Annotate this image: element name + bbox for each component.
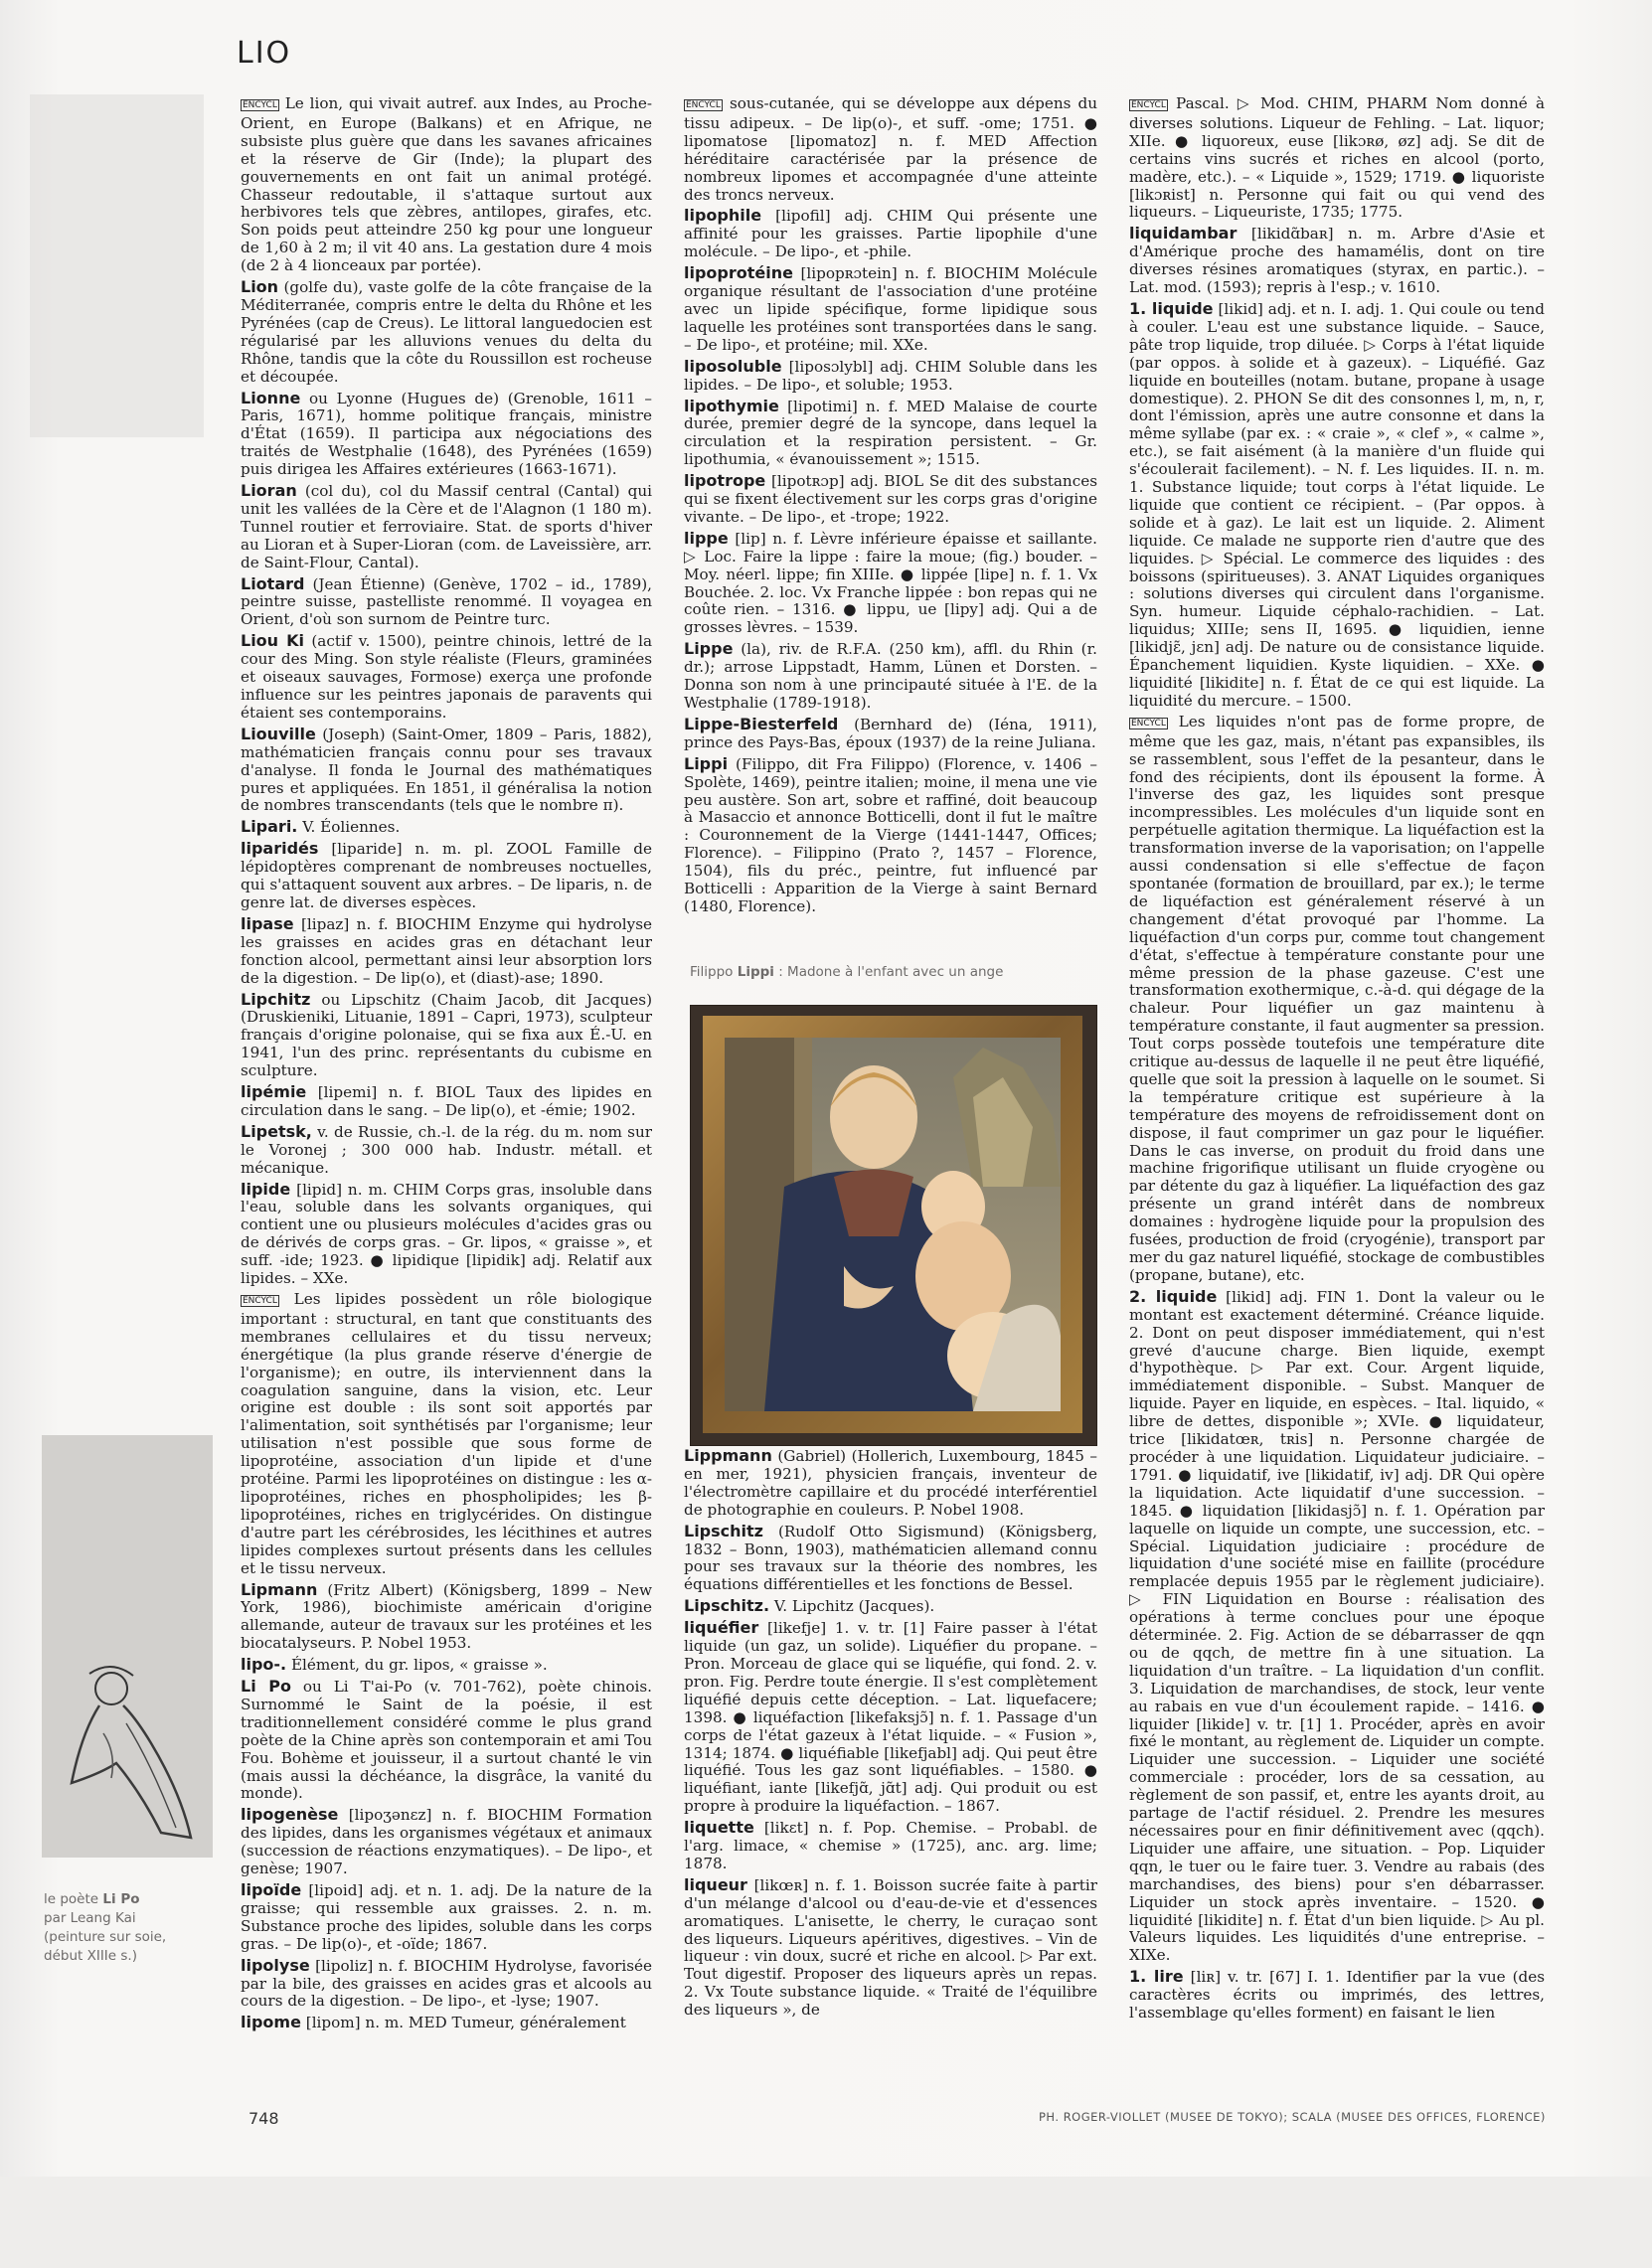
entry-text: (la), riv. de R.F.A. (250 km), affl. du Rhin (r. dr.); arrose Lippstadt, Hamm, Lünen et Dorsten. – Donna son nom à une principauté située à l'E. de la Westphalie (1789-1918). — [684, 640, 1097, 712]
entry-headword: Lipschitz — [684, 1521, 763, 1540]
entry-headword: lippe — [684, 528, 729, 548]
entry-headword: Li Po — [241, 1677, 292, 1697]
entry-text: V. Lipchitz (Jacques). — [773, 1597, 935, 1616]
entry-headword: Lippmann — [684, 1447, 772, 1465]
entry-text: (Joseph) (Saint-Omer, 1809 – Paris, 1882), mathématicien français connu pour ses travaux d'analyse. Il fonda le Journal des mathématiques pures et appliquées. En 1851, il généralisa la notion de nombres transcendants (tels que le nombre π). — [241, 725, 652, 815]
entry-headword: lipolyse — [241, 1955, 310, 1975]
entry-headword: liposoluble — [684, 356, 782, 376]
encyclopedia-mark-icon: ENCYCL — [686, 100, 721, 110]
entry-text: [lipom] n. m. MED Tumeur, généralement — [305, 2014, 626, 2032]
dictionary-entry — [241, 575, 652, 630]
entry-text: ou Lipschitz (Chaim Jacob, dit Jacques) (Druskieniki, Lituanie, 1891 – Capri, 1973), sculpteur français d'origine polonaise, qui se fixa aux É.-U. en 1941, l'un des princ. représentants du cubisme en sculpture. — [241, 990, 652, 1080]
column-2-bottom — [684, 1447, 1097, 2101]
show-through-image — [30, 94, 204, 437]
dictionary-entry — [241, 726, 652, 816]
entry-text: [likid] adj. et n. I. adj. 1. Qui coule ou tend à couler. L'eau est une substance liquide. – Sauce, pâte trop liquide, trop diluée. ▷ Corps à l'état liquide (par oppos. à solide et à gazeux). – Liquéfié. Gaz liquide en bouteilles (notam. butane, propane à usage domestique). 2. PHON Se dit des consonnes l, m, n, r, dont l'émission, après une autre consonne et dans la même syllabe (par ex. : « craie », « clef », « calme », etc.), se fait aisément (à la manière d'un fluide qui s'écoulerait facilement). – N. f. Les liquides. II. n. m. 1. Substance liquide; tout corps à l'état liquide. Le liquide que contient ce récipient. – (Par oppos. à solide et à gaz). Le lait est un liquide. 2. Aliment liquide. Ce malade ne supporte rien d'autre que des liquides. ▷ Spécial. Le commerce des liquides : des boissons (spiritueuses). 3. ANAT Liquides organiques : solutions diverses qui circulent dans l'organisme. Syn. humeur. Liquide céphalo-rachidien. – Lat. liquidus; XIIIe; sens II, 1695. ● liquidien, ienne [likidjɛ̃, jɛn] adj. De nature ou de consistance liquide. Épanchement liquidien. Kyste liquidien. – XXe. ● liquidité [likidite] n. f. État de ce qui est liquide. La liquidité du mercure. – 1500. — [1129, 299, 1545, 710]
entry-text: [lipotʀɔp] adj. BIOL Se dit des substances qui se fixent électivement sur les corps gras d'origine vivante. – De lipo-, et -trope; 1922. — [684, 472, 1097, 526]
entry-text: Élément, du gr. lipos, « graisse ». — [290, 1656, 548, 1675]
entry-text: [lipotimi] n. f. MED Malaise de courte durée, premier degré de la syncope, dans lequel la circulation et la respiration persistent. – Gr. lipothumia, « évanouissement »; 1515. — [684, 397, 1097, 469]
entry-text: [likid] adj. FIN 1. Dont la valeur ou le montant est exactement déterminé. Créance liquide. 2. Dont on peut disposer immédiatement, qui n'est grevé d'aucune charge. Bien liquide, exempt d'hypothèque. ▷ Par ext. Cour. Argent liquide, immédiatement disponible. – Subst. Manquer de liquide. Payer en liquide, en espèces. – Ital. liquido, « libre de dettes, disponible »; XVIe. ● liquidateur, trice [likidatœʀ, tʀis] n. Personne chargée de procéder à une liquidation. Liquidateur judiciaire. – 1791. ● liquidatif, ive [likidatif, iv] adj. DR Qui opère la liquidation. Acte liquidatif d'une succession. – 1845. ● liquidation [likidasjɔ̃] n. f. 1. Opération par laquelle on liquide un compte, une succession, etc. – Spécial. Liquidation judiciaire : procédure de liquidation d'une société mise en faillite (procédure remplacée depuis 1955 par le règlement judiciaire). ▷ FIN Liquidation en Bourse : réalisation des opérations à terme conclues pour une époque déterminée. 2. Fig. Action de se débarrasser de qqn ou de qqch, de mettre fin à une situation. La liquidation d'un traître. – La liquidation d'un conflit. 3. Liquidation de marchandises, de stock, leur vente au rabais en vue d'un écoulement rapide. – 1416. ● liquider [likide] v. tr. [1] 1. Procéder, après en avoir fixé le montant, au règlement de. Liquider un compte. Liquider une succession. – Liquider une société commerciale : procéder, lors de sa cessation, au règlement de son passif, et, entre les ayants droit, au partage de l'actif résiduel. 2. Prendre les mesures nécessaires pour en finir définitivement avec (qqch). Liquider une affaire, une situation. – Pop. Liquider qqn, le tuer ou le faire tuer. 3. Vendre au rabais (des marchandises, des biens) pour s'en débarrasser. Liquider un stock après inventaire. – 1520. ● liquidité [likidite] n. f. État d'un bien liquide. ▷ Au pl. Valeurs liquides. Les liquidités d'une entreprise. – XIXe. — [1129, 1287, 1545, 1965]
entry-text: v. de Russie, ch.-l. de la rég. du m. nom sur le Voronej ; 300 000 hab. Industr. métall. et mécanique. — [241, 1122, 652, 1177]
entry-headword: Lipschitz. — [684, 1596, 770, 1616]
entry-text: [lip] n. f. Lèvre inférieure épaisse et saillante. ▷ Loc. Faire la lippe : faire la moue; (fig.) bouder. – Moy. néerl. lippe; fin XIIIe. ● lippée [lipe] n. f. 1. Vx Bouchée. 2. loc. Vx Franche lippée : bon repas qui ne coûte rien. – 1316. ● lippu, ue [lipy] adj. Qui a de grosses lèvres. – 1539. — [684, 529, 1097, 637]
dictionary-entry — [1129, 714, 1545, 1285]
dictionary-entry — [241, 1678, 652, 1803]
entry-headword: Lipchitz — [241, 989, 311, 1009]
entry-text: [lipid] n. m. CHIM Corps gras, insoluble dans l'eau, soluble dans les solvants organiques, qui contient une ou plusieurs molécules d'acides gras ou de dérivés de corps gras. – Gr. lipos, « graisse », et suff. -ide; 1923. ● lipidique [lipidik] adj. Relatif aux lipides. – XXe. — [241, 1180, 652, 1288]
entry-headword: liparidés — [241, 839, 319, 859]
entry-text: [liposɔlybl] adj. CHIM Soluble dans les lipides. – De lipo-, et soluble; 1953. — [684, 357, 1097, 394]
entry-text: (actif v. 1500), peintre chinois, lettré de la cour des Ming. Son style réaliste (Fleurs, graminées et oiseaux sauvages, Formose) exerça une profonde influence sur les peintres japonais de paravents qui étaient ses contemporains. — [241, 632, 652, 722]
column-1 — [241, 95, 652, 2083]
entry-text: [lipoliz] n. f. BIOCHIM Hydrolyse, favorisée par la bile, des graisses en acides gras et alcools au cours de la digestion. – De lipo-, et -lyse; 1907. — [241, 1956, 652, 2011]
dictionary-entry — [684, 640, 1097, 713]
dictionary-entry — [241, 818, 652, 837]
column-2-top — [684, 95, 1097, 970]
dictionary-entry — [241, 278, 652, 386]
encyclopedia-mark-icon: ENCYCL — [1131, 100, 1166, 110]
entry-text: [liparide] n. m. pl. ZOOL Famille de lépidoptères comprenant de nombreuses noctuelles, qui s'attaquent souvent aux arbres. – De liparis, n. de genre lat. de diverses espèces. — [241, 840, 652, 911]
li-po-caption-line3: (peinture sur soie, — [44, 1929, 167, 1945]
entry-headword: Liou Ki — [241, 631, 305, 651]
entry-headword: Lioran — [241, 481, 297, 501]
entry-text: [lipoid] adj. et n. 1. adj. De la nature de la graisse; qui ressemble aux graisses. 2. n. m. Substance proche des lipides, soluble dans les corps gras. – De lip(o)-, et -oïde; 1867. — [241, 1881, 652, 1953]
entry-text: sous-cutanée, qui se développe aux dépens du tissu adipeux. – De lip(o)-, et suff. -ome; 1751. ● lipomatose [lipomatoz] n. f. MED Affection héréditaire caractérisée par la présence de nombreux lipomes et accompagnée d'une atteinte des troncs nerveux. — [684, 95, 1097, 204]
entry-headword: lipophile — [684, 206, 762, 226]
li-po-caption — [44, 1890, 166, 1966]
dictionary-entry — [241, 1806, 652, 1878]
lippi-caption — [690, 964, 1003, 980]
painting-canvas — [725, 1038, 1061, 1411]
li-po-caption-line2: par Leang Kai — [44, 1910, 136, 1926]
entry-text: [lipoʒənɛz] n. f. BIOCHIM Formation des lipides, dans les organismes végétaux et animaux (succession de réactions enzymatiques). – De lipo-, et genèse; 1907. — [241, 1806, 652, 1878]
entry-text: (Fritz Albert) (Königsberg, 1899 – New York, 1986), biochimiste américain d'origine allemande, auteur de travaux sur les protéines et les biocatalyseurs. P. Nobel 1953. — [241, 1580, 652, 1653]
entry-text: Les liquides n'ont pas de forme propre, de même que les gaz, mais, n'étant pas expansibles, ils se rassemblent, sous l'effet de la pesanteur, dans le fond des récipients, dont ils épousent la forme. À l'inverse des gaz, les liquides sont presque incompressibles. Les molécules d'un liquide sont en perpétuelle agitation thermique. La liquéfaction est la transformation inverse de la vaporisation; on l'appelle aussi condensation si elle s'effectue de façon spontanée (formation de brouillard, par ex.); le terme de liquéfaction est généralement réservé à un changement d'état provoqué par l'homme. La liquéfaction d'un corps pur, comme tout changement d'état, s'effectue à température constante pour une même pression de la phase gazeuse. C'est une transformation exothermique, c.-à-d. qui dégage de la chaleur. Pour liquéfier un gaz maintenu à température constante, il faut augmenter sa pression. Tout corps possède toutefois une température dite critique au-dessus de laquelle il ne peut être liquéfié, quelle que soit la pression à laquelle on le soumet. Si la température critique est supérieure à la température des moyens de refroidissement dont on dispose, il faut comprimer un gaz pour le liquéfier. Dans le cas inverse, on produit du froid dans une machine frigorifique utilisant un fluide cryogène ou par détente du gaz à liquéfier. La liquéfaction des gaz présente un grand intérêt dans de nombreux domaines : hydrogène liquide pour la propulsion des fusées, production de froid (cryogénie), transport par mer du gaz naturel liquéfié, stockage de combustibles (propane, butane), etc. — [1129, 712, 1545, 1284]
dictionary-entry — [241, 915, 652, 988]
entry-headword: Lipetsk, — [241, 1121, 312, 1141]
dictionary-entry — [684, 530, 1097, 637]
entry-text: (Rudolf Otto Sigismund) (Königsberg, 1832 – Bonn, 1903), mathématicien allemand connu pour ses travaux sur la théorie des nombres, les équations différentielles et les fonctions de Bessel. — [684, 1522, 1097, 1594]
dictionary-entry — [241, 2014, 652, 2032]
entry-headword: lipoprotéine — [684, 263, 793, 283]
dictionary-entry — [241, 1083, 652, 1120]
entry-headword: lipide — [241, 1179, 291, 1199]
photo-credits: PH. ROGER-VIOLLET (MUSEE DE TOKYO); SCALA (MUSEE DES OFFICES, FLORENCE) — [1039, 2110, 1546, 2124]
entry-headword: lipotrope — [684, 471, 766, 491]
dictionary-entry — [241, 1291, 652, 1578]
entry-text: (Bernhard de) (Iéna, 1911), prince des Pays-Bas, époux (1937) de la reine Juliana. — [684, 715, 1097, 751]
lippi-caption-prefix: Filippo — [690, 964, 734, 980]
entry-text: [lipemi] n. f. BIOL Taux des lipides en circulation dans le sang. – De lip(o), et -émie; 1902. — [241, 1083, 652, 1119]
entry-text: (Gabriel) (Hollerich, Luxembourg, 1845 – en mer, 1921), physicien français, inventeur de l'électromètre capillaire et du procédé interférentiel de photographie en couleurs. P. Nobel 1908. — [684, 1447, 1097, 1519]
entry-text: ou Lyonne (Hugues de) (Grenoble, 1611 – Paris, 1671), homme politique français, ministre d'État (1659). Il participa aux négociations des traités de Westphalie (1648), des Pyrénées (1659) puis dirigea les Affaires extérieures (1663-1671). — [241, 389, 652, 479]
entry-headword: liquéfier — [684, 1618, 759, 1638]
dictionary-entry — [1129, 1288, 1545, 1965]
entry-text: (Filippo, dit Fra Filippo) (Florence, v. 1406 – Spolète, 1469), peintre italien; moine, il mena une vie peu austère. Son art, sobre et raffiné, doit beaucoup à Masaccio et annonce Botticelli, dont il fut le maître : Couronnement de la Vierge (1441-1447, Offices; Florence). – Filippino (Prato ?, 1457 – Florence, 1504), fils du préc., peintre, fut influencé par Botticelli : Apparition de la Vierge à saint Bernard (1480, Florence). — [684, 754, 1097, 915]
entry-text: [lipofil] adj. CHIM Qui présente une affinité pour les graisses. Partie lipophile d'une molécule. – De lipo-, et -phile. — [684, 207, 1097, 261]
dictionary-entry — [684, 1523, 1097, 1595]
li-po-scroll-painting — [42, 1435, 213, 1858]
li-po-figure — [42, 1435, 213, 1858]
entry-headword: Lipmann — [241, 1579, 318, 1599]
dictionary-entry — [1129, 225, 1545, 297]
entry-headword: Liouville — [241, 724, 316, 743]
entry-headword: Liotard — [241, 573, 305, 593]
entry-text: Le lion, qui vivait autref. aux Indes, au Proche-Orient, en Europe (Balkans) et en Afrique, ne subsiste plus guère que dans les savanes africaines et la réserve de Gir (Inde); la plupart des gouvernements en ont fait un animal protégé. Chasseur redoutable, il s'attaque surtout aux herbivores tels que zèbres, antilopes, girafes, etc. Son poids peut atteindre 250 kg pour une longueur de 1,60 à 2 m; il vit 40 ans. La gestation dure 4 mois (de 2 à 4 lionceaux par portée). — [241, 95, 652, 275]
dictionary-entry — [684, 755, 1097, 916]
li-po-caption-line1 — [44, 1890, 166, 1909]
entry-text: [lipopʀɔtein] n. f. BIOCHIM Molécule organique résultant de l'association d'une protéine avec un lipide spécifique, forme lipidique sous laquelle les protéines sont transportées dans le sang. – De lipo-, et protéine; mil. XXe. — [684, 264, 1097, 354]
page-number: 748 — [248, 2109, 279, 2128]
lippi-caption-rest: : Madone à l'enfant avec un ange — [778, 964, 1004, 980]
entry-headword: 1. lire — [1129, 1967, 1184, 1987]
li-po-caption-line4: début XIIIe s.) — [44, 1948, 137, 1964]
entry-headword: 1. liquide — [1129, 298, 1214, 318]
li-po-caption-name: Li Po — [102, 1891, 140, 1907]
dictionary-entry — [684, 1597, 1097, 1616]
entry-headword: liquidambar — [1129, 224, 1238, 243]
entry-headword: Lippe-Biesterfeld — [684, 714, 839, 733]
dictionary-entry — [684, 1447, 1097, 1520]
dictionary-entry — [684, 358, 1097, 395]
entry-text: [lipaz] n. f. BIOCHIM Enzyme qui hydrolyse les graisses en acides gras en détachant leur fonction alcool, permettant ainsi leur absorption lors de la digestion. – De lip(o), et (diast)-ase; 1890. — [241, 914, 652, 987]
entry-text: [liʀ] v. tr. [67] I. 1. Identifier par la vue (des caractères écrits ou imprimés, des lettres, l'assemblage qu'elles forment) en faisant le lien — [1129, 1968, 1545, 2023]
encyclopedia-mark-icon: ENCYCL — [243, 100, 277, 110]
encyclopedia-mark-icon: ENCYCL — [243, 1296, 277, 1306]
dictionary-entry — [241, 95, 652, 275]
entry-headword: lipome — [241, 2013, 301, 2032]
li-po-caption-prefix: le poète — [44, 1891, 99, 1907]
dictionary-entry — [241, 482, 652, 572]
entry-text: (Jean Étienne) (Genève, 1702 – id., 1789), peintre suisse, pastelliste renommé. Il voyagea en Orient, d'où son surnom de Peintre turc. — [241, 574, 652, 629]
entry-text: (col du), col du Massif central (Cantal) qui unit les vallées de la Cère et de l'Alagnon (1 180 m). Tunnel routier et ferroviaire. Stat. de sports d'hiver au Lioran et à Super-Lioran (com. de Laveissière, arr. de Saint-Flour, Cantal). — [241, 482, 652, 571]
dictionary-entry — [684, 716, 1097, 752]
dictionary-entry — [684, 95, 1097, 204]
page-bottom-edge — [0, 2177, 1652, 2268]
lippi-caption-name: Lippi — [737, 964, 774, 980]
dictionary-entry — [241, 390, 652, 480]
dictionary-entry — [1129, 1968, 1545, 2023]
dictionary-entry — [241, 1181, 652, 1288]
madonna-illustration — [725, 1038, 1061, 1411]
dictionary-entry — [241, 1581, 652, 1654]
entry-text: [likɛt] n. f. Pop. Chemise. – Probabl. de l'arg. limace, « chemise » (1725), anc. arg. lime; 1878. — [684, 1819, 1097, 1872]
dictionary-entry — [241, 840, 652, 912]
dictionary-entry — [684, 1876, 1097, 2020]
entry-headword: lipogenèse — [241, 1805, 339, 1825]
entry-headword: lipothymie — [684, 396, 779, 415]
dictionary-entry — [241, 1957, 652, 2012]
dictionary-entry — [241, 1881, 652, 1954]
entry-text: Pascal. ▷ Mod. CHIM, PHARM Nom donné à diverses solutions. Liqueur de Fehling. – Lat. liquor; XIIe. ● liquoreux, euse [likɔʀø, øz] adj. Se dit de certains vins sucrés et riches en alcool (porto, madère, etc.). – « Liquide », 1529; 1719. ● liquoriste [likɔʀist] n. Personne qui fait ou qui vend des liqueurs. – Liqueuriste, 1735; 1775. — [1129, 95, 1545, 222]
entry-text: V. Éoliennes. — [302, 818, 401, 837]
entry-text: Les lipides possèdent un rôle biologique important : structural, en tant que constituants des membranes cellulaires et du tissu nerveux; énergétique (la plus grande réserve d'énergie de l'organisme); en outre, ils interviennent dans la coagulation sanguine, dans la vision, etc. Leur origine est double : ils sont soit apportés par l'alimentation, soit synthétisés par l'organisme; leur utilisation n'est possible que sous forme de lipoprotéine, association d'un lipide et d'une protéine. Parmi les lipoprotéines on distingue : les α-lipoprotéines, riches en phospholipides; les β-lipoprotéines, riches en triglycérides. On distingue d'autre part les cérébrosides, les lécithines et autres lipides complexes surtout présents dans les cellules et le tissu nerveux. — [241, 1290, 652, 1577]
painting-frame — [703, 1016, 1082, 1433]
entry-text: ou Li T'ai-Po (v. 701-762), poète chinois. Surnommé le Saint de la poésie, il est traditionnellement considéré comme le plus grand poète de la Chine après son contemporain et ami Tou Fou. Bohème et jouisseur, il a surtout chanté le vin (mais aussi la déchéance, la disgrâce, la vanité du monde). — [241, 1678, 652, 1803]
dictionary-entry — [1129, 300, 1545, 711]
dictionary-entry — [684, 207, 1097, 261]
entry-text: [likidɑ̃baʀ] n. m. Arbre d'Asie et d'Amérique proche des hamamélis, dont on tire diverses résines aromatiques (styrax, en partic.). – Lat. mod. (1593); repris à l'esp.; v. 1610. — [1129, 225, 1545, 297]
entry-headword: Lipari. — [241, 817, 298, 837]
entry-headword: Lippe — [684, 639, 734, 659]
entry-text: [likœʀ] n. f. 1. Boisson sucrée faite à partir d'un mélange d'alcool ou d'eau-de-vie et d'essences aromatiques. L'anisette, le cherry, le curaçao sont des liqueurs. Liqueurs apéritives, digestives. – Vin de liqueur : vin doux, sucré et riche en alcool. ▷ Par ext. Tout digestif. Proposer des liqueurs après un repas. 2. Vx Toute substance liquide. « Traité de l'équilibre des liqueurs », de — [684, 1875, 1097, 2020]
dictionary-entry — [684, 472, 1097, 527]
dictionary-entry — [684, 398, 1097, 470]
entry-headword: liqueur — [684, 1874, 747, 1894]
dictionary-entry — [684, 264, 1097, 355]
dictionary-entry — [241, 1123, 652, 1178]
entry-headword: lipémie — [241, 1082, 307, 1102]
entry-headword: Lionne — [241, 388, 301, 407]
entry-headword: lipoïde — [241, 1880, 302, 1899]
entry-text: (golfe du), vaste golfe de la côte française de la Méditerranée, compris entre le delta du Rhône et les Pyrénées (cap de Creus). Le littoral languedocien est régularisé par les alluvions venues du delta du Rhône, tandis que la côte du Roussillon est rocheuse et découpée. — [241, 278, 652, 386]
dictionary-entry — [241, 991, 652, 1081]
running-head: LIO — [237, 36, 292, 71]
dictionary-entry — [241, 1656, 652, 1675]
entry-headword: lipo-. — [241, 1655, 287, 1675]
entry-headword: lipase — [241, 913, 294, 933]
dictionary-entry — [1129, 95, 1545, 222]
dictionary-entry — [241, 632, 652, 723]
entry-headword: liquette — [684, 1818, 754, 1838]
dictionary-entry — [684, 1819, 1097, 1873]
entry-headword: 2. liquide — [1129, 1286, 1218, 1306]
lippi-madonna-painting — [690, 1005, 1097, 1446]
column-3 — [1129, 95, 1545, 2103]
encyclopedia-mark-icon: ENCYCL — [1131, 718, 1166, 729]
entry-text: [likefje] 1. v. tr. [1] Faire passer à l'état liquide (un gaz, un solide). Liquéfier du propane. – Pron. Morceau de glace qui se liquéfie, qui fond. 2. v. pron. Fig. Perdre toute énergie. Il s'est complètement liquéfié depuis cette déception. – Lat. liquefacere; 1398. ● liquéfaction [likefaksjɔ̃] n. f. 1. Passage d'un corps de l'état gazeux à l'état liquide. – « Fusion », 1314; 1874. ● liquéfiable [likefjabl] adj. Qui peut être liquéfié. Tous les gaz sont liquéfiables. – 1580. ● liquéfiant, iante [likefjɑ̃, jɑ̃t] adj. Qui produit ou est propre à produire la liquéfaction. – 1867. — [684, 1619, 1097, 1816]
entry-headword: Lion — [241, 277, 279, 297]
dictionary-entry — [684, 1619, 1097, 1816]
entry-headword: Lippi — [684, 753, 729, 773]
